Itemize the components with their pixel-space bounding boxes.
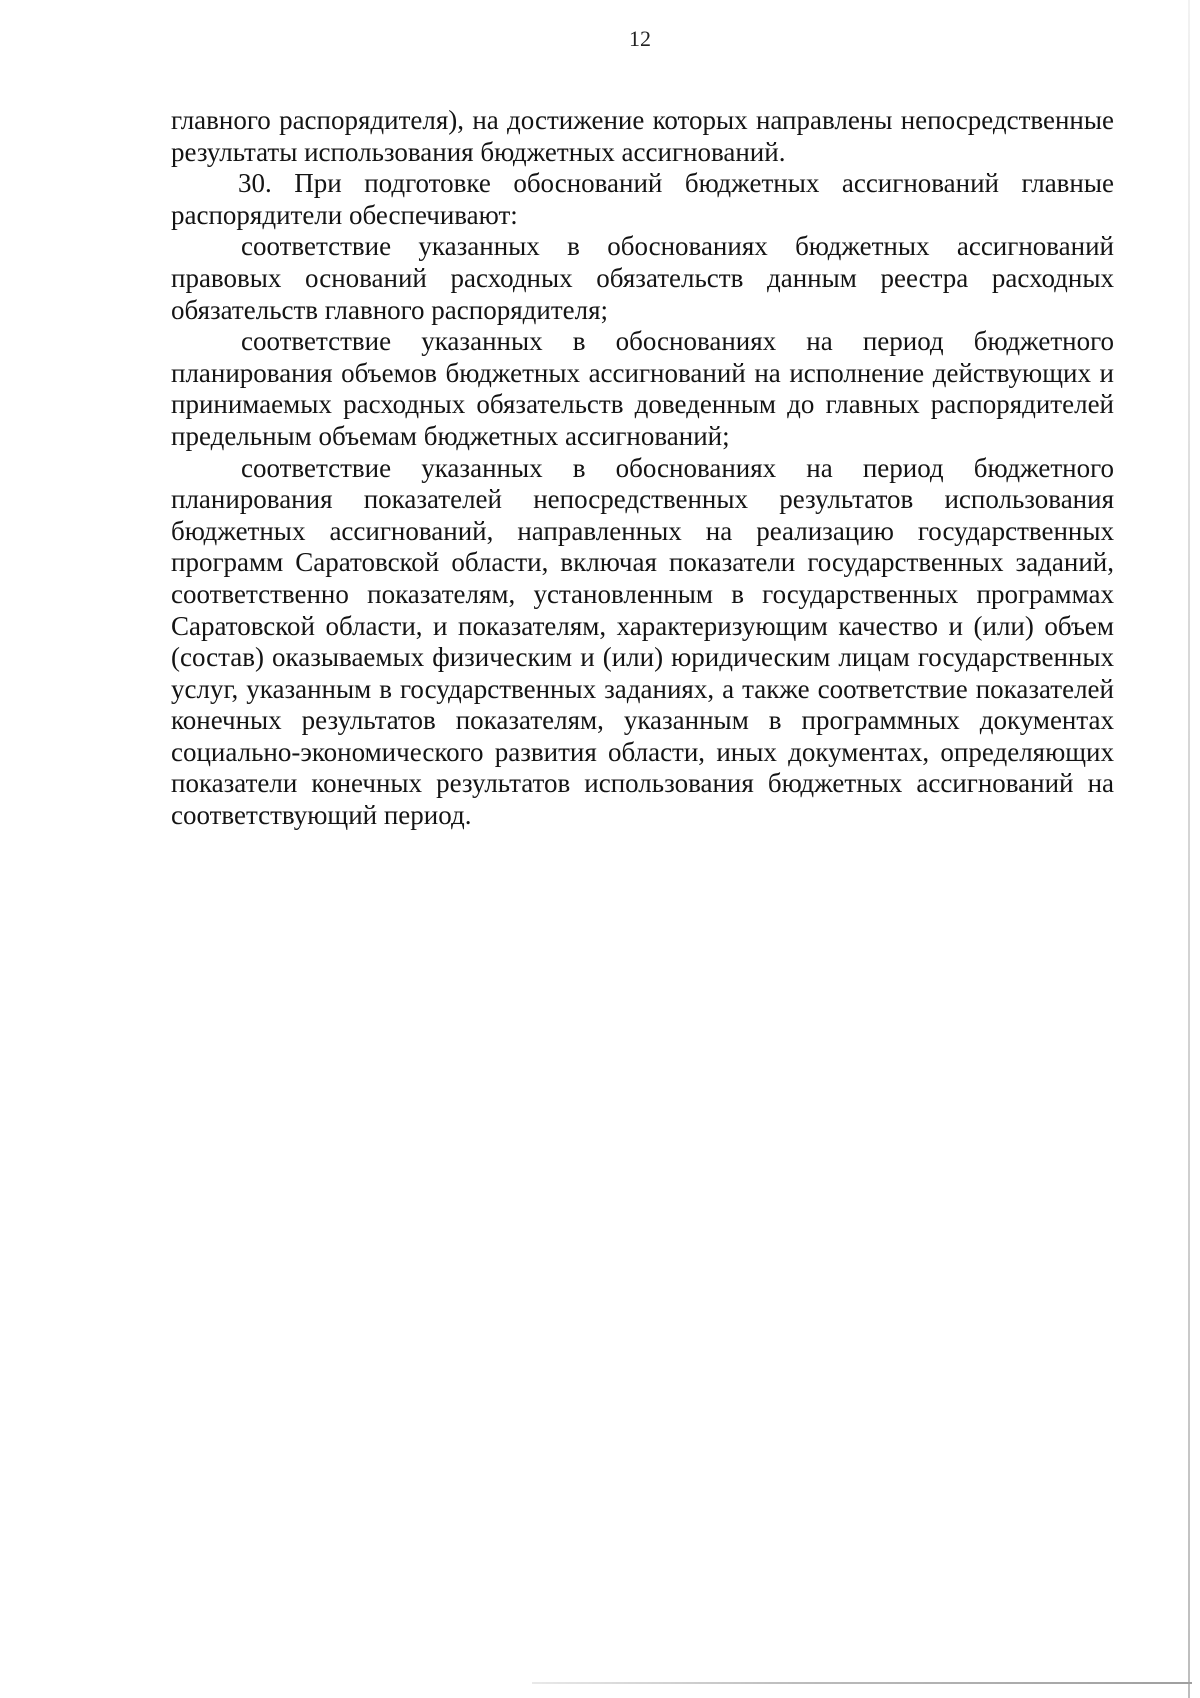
paragraph-budget-volumes: соответствие указанных в обоснованиях на период бюджетного планирования объемов бюджетных ассигнований на исполнение действующих и принимаемых расходных обязательств доведенным до главных распорядителей предельным объемам бюджетных ассигнований; (171, 326, 1114, 451)
scan-edge-right (1188, 0, 1190, 1698)
scan-edge-bottom (532, 1682, 1192, 1684)
paragraph-legal-basis: соответствие указанных в обоснованиях бюджетных ассигнований правовых оснований расходных обязательств данным реестра расходных обязательств главного распорядителя; (171, 231, 1114, 325)
document-body (171, 105, 1114, 832)
paragraph-continuation: главного распорядителя), на достижение которых направлены непосредственные результаты использования бюджетных ассигнований. (171, 105, 1114, 167)
paragraph-performance-indicators: соответствие указанных в обоснованиях на период бюджетного планирования показателей непосредственных результатов использования бюджетных ассигнований, направленных на реализацию государственных программ Саратовской области, включая показатели государственных заданий, соответственно показателям, установленным в государственных программах Саратовской области, и показателям, характеризующим качество и (или) объем (состав) оказываемых физическим и (или) юридическим лицам государственных услуг, указанным в государственных заданиях, а также соответствие показателей конечных результатов показателям, указанным в программных документах социально-экономического развития области, иных документах, определяющих показатели конечных результатов использования бюджетных ассигнований на соответствующий период. (171, 452, 1114, 831)
page-number: 12 (629, 26, 651, 51)
paragraph-item-30: 30. При подготовке обоснований бюджетных ассигнований главные распорядители обеспечивают: (171, 168, 1114, 230)
